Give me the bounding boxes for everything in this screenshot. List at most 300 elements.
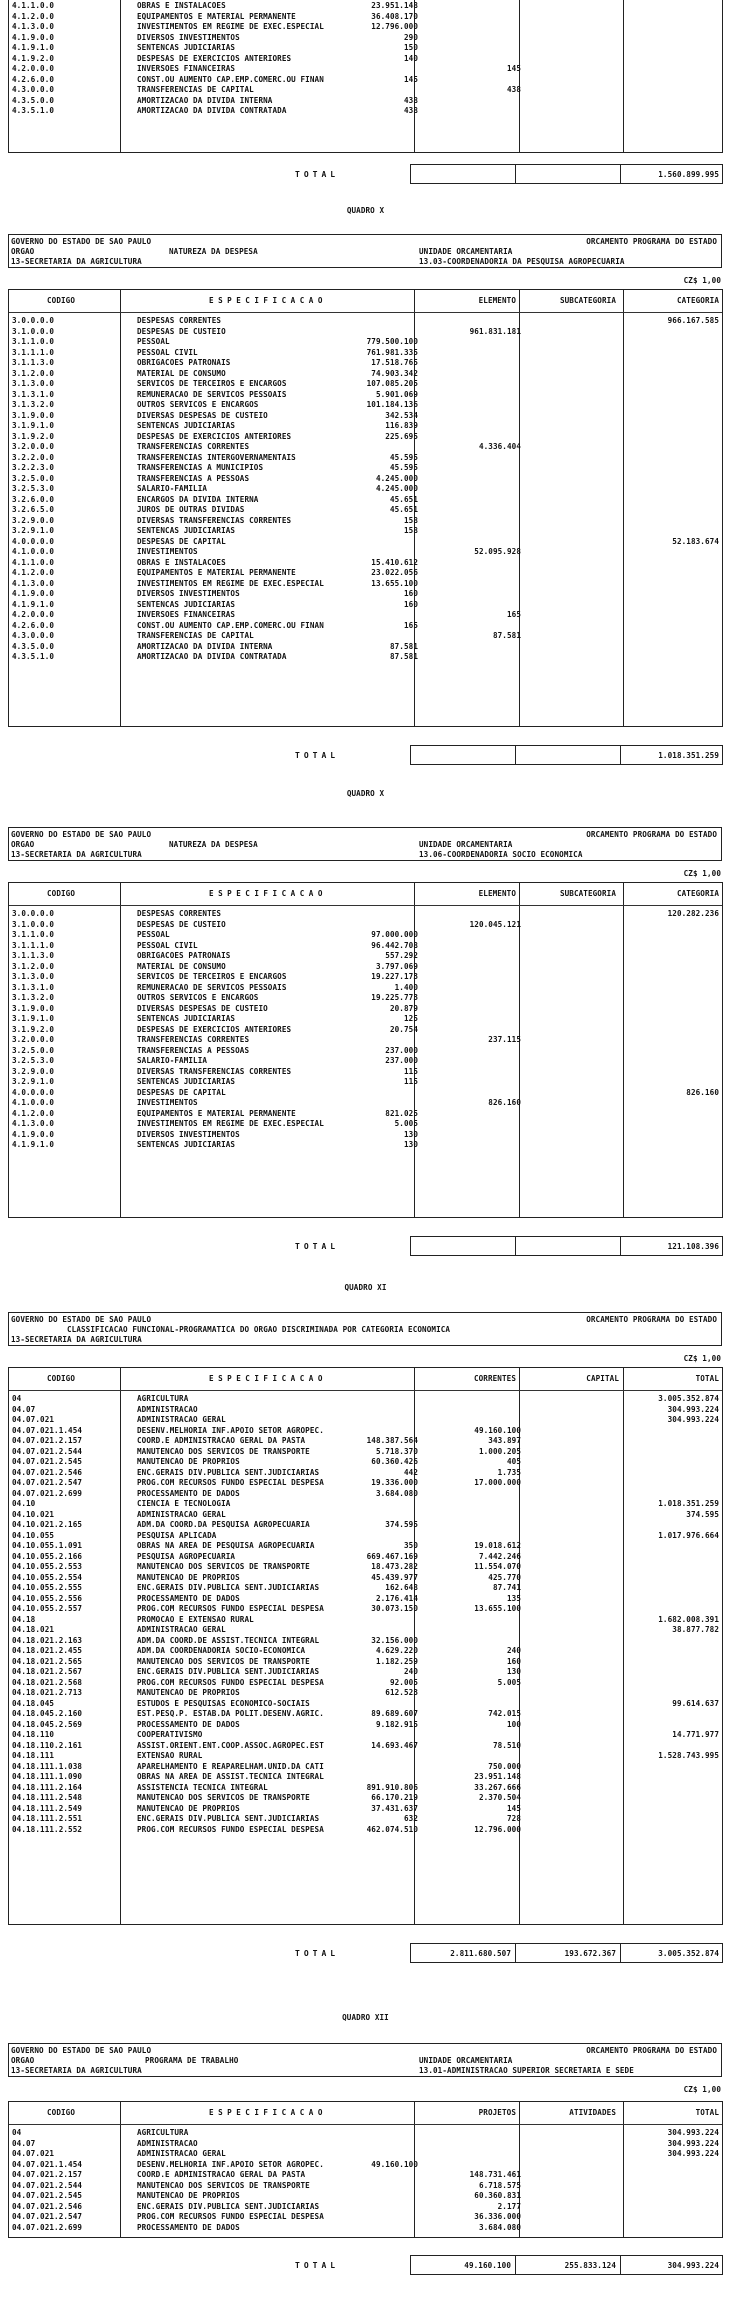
cell-col2: 100 <box>506 1719 521 1729</box>
table-row <box>9 1426 722 1437</box>
column-header-row <box>9 1368 722 1391</box>
table-row <box>9 652 722 663</box>
cell-col1: 130 <box>403 1140 418 1149</box>
cell-col1: 1.182.259 <box>375 1656 418 1666</box>
table-row <box>9 1825 722 1836</box>
orcamento-label: ORCAMENTO PROGRAMA DO ESTADO <box>586 2046 717 2055</box>
cell-codigo: 3.1.2.0.0 <box>12 961 55 971</box>
cell-especificacao: DIVERSOS INVESTIMENTOS <box>137 589 240 598</box>
cell-especificacao: ADMINISTRACAO GERAL <box>137 2149 226 2158</box>
cell-col1: 20.879 <box>389 1003 418 1013</box>
cell-codigo: 3.2.6.0.0 <box>12 494 55 504</box>
total-correntes: 2.811.680.507 <box>450 1949 511 1958</box>
cell-codigo: 04.07.021.2.547 <box>12 2212 83 2221</box>
cell-especificacao: COORD.E ADMINISTRACAO GERAL DA PASTA <box>137 1436 306 1445</box>
cell-especificacao: CONST.OU AUMENTO CAP.EMP.COMERC.OU FINAN <box>137 620 324 630</box>
unidade-label: UNIDADE ORCAMENTARIA <box>419 840 513 849</box>
cell-col2: 145 <box>506 64 521 73</box>
cell-col1: 779.500.100 <box>366 337 418 346</box>
total-label: TOTAL <box>295 1949 340 1958</box>
cell-col2: 1.000.205 <box>478 1446 521 1456</box>
cell-especificacao: OUTROS SERVICOS E ENCARGOS <box>137 400 259 409</box>
cell-codigo: 4.0.0.0.0 <box>12 1087 55 1097</box>
cell-especificacao: MANUTENCAO DOS SERVICOS DE TRANSPORTE <box>137 1656 310 1666</box>
cell-col1: 130 <box>403 1129 418 1139</box>
cell-col1: 612.523 <box>385 1688 418 1697</box>
cell-codigo: 4.1.9.1.0 <box>12 599 55 609</box>
cell-col3: 304.993.224 <box>667 2149 719 2158</box>
table-row <box>9 1657 722 1668</box>
total-label: TOTAL <box>295 751 340 760</box>
col-header-categoria: CATEGORIA <box>676 889 719 898</box>
total-label: TOTAL <box>295 170 340 179</box>
cell-codigo: 04.07.021.2.157 <box>12 2170 83 2179</box>
cell-especificacao: MANUTENCAO DOS SERVICOS DE TRANSPORTE <box>137 1562 310 1571</box>
unidade-value: 13.06-COORDENADORIA SOCIO ECONOMICA <box>419 850 583 859</box>
cell-especificacao: TRANSFERENCIAS A PESSOAS <box>137 1045 250 1055</box>
table-row <box>9 1615 722 1626</box>
cell-codigo: 04.18.021.2.163 <box>12 1635 83 1645</box>
cell-codigo: 3.0.0.0.0 <box>12 909 55 918</box>
table-row <box>9 1762 722 1773</box>
cell-col2: 4.336.404 <box>478 442 521 451</box>
cell-especificacao: MANUTENCAO DOS SERVICOS DE TRANSPORTE <box>137 1793 310 1802</box>
cell-codigo: 04.10.055 <box>12 1530 55 1540</box>
cell-especificacao: AMORTIZACAO DA DIVIDA INTERNA <box>137 641 273 651</box>
cell-codigo: 4.3.5.1.0 <box>12 106 55 115</box>
cell-col3: 1.018.351.259 <box>658 1499 719 1508</box>
cell-codigo: 04.18.111.1.038 <box>12 1761 83 1771</box>
quadro-title: QUADRO X <box>346 206 385 215</box>
cell-especificacao: AGRICULTURA <box>137 2128 189 2137</box>
quadro-x-a-table <box>8 289 723 727</box>
col-header-codigo: CODIGO <box>47 889 76 898</box>
cell-col1: 49.160.100 <box>371 2159 418 2169</box>
total-divider <box>515 2256 516 2274</box>
cell-col1: 160 <box>403 599 418 609</box>
table-row <box>9 54 722 65</box>
table-row <box>9 1594 722 1605</box>
cell-especificacao: TRANSFERENCIAS DE CAPITAL <box>137 85 254 94</box>
cell-col2: 13.655.100 <box>474 1604 521 1613</box>
table-row <box>9 2181 722 2192</box>
cell-codigo: 3.2.9.0.0 <box>12 515 55 525</box>
cell-especificacao: DESPESAS DE CAPITAL <box>137 536 226 546</box>
quadro-title: QUADRO X <box>346 789 385 798</box>
cell-codigo: 04.07.021.2.157 <box>12 1436 83 1445</box>
cell-especificacao: DESPESAS DE EXERCICIOS ANTERIORES <box>137 53 292 63</box>
cell-codigo: 04.10.021 <box>12 1509 55 1519</box>
cell-codigo: 4.1.9.0.0 <box>12 32 55 42</box>
cell-codigo: 3.2.9.0.0 <box>12 1066 55 1076</box>
cell-especificacao: AMORTIZACAO DA DIVIDA CONTRATADA <box>137 652 287 661</box>
table-row <box>9 2212 722 2223</box>
cell-col1: 158 <box>403 526 418 535</box>
cell-col1: 12.796.000 <box>371 22 418 31</box>
table-row <box>9 610 722 621</box>
report-header <box>8 2043 722 2077</box>
cell-especificacao: MANUTENCAO DE PROPRIOS <box>137 1803 240 1813</box>
natureza-label: NATUREZA DA DESPESA <box>169 247 258 256</box>
table-row <box>9 516 722 527</box>
cell-especificacao: COOPERATIVISMO <box>137 1730 203 1739</box>
cell-col1: 107.085.205 <box>366 379 418 388</box>
cell-especificacao: OBRAS E INSTALACOES <box>137 557 226 567</box>
total-divider <box>620 165 621 183</box>
cell-col1: 3.684.080 <box>375 1488 418 1498</box>
table-row <box>9 962 722 973</box>
col-header-total: TOTAL <box>695 1374 719 1383</box>
cell-especificacao: AGRICULTURA <box>137 1394 189 1403</box>
col-header-especificacao: ESPECIFICACAO <box>209 1374 327 1383</box>
cell-col1: 89.689.607 <box>371 1709 418 1718</box>
cell-codigo: 4.3.5.0.0 <box>12 641 55 651</box>
cell-col1: 148.387.564 <box>366 1436 418 1445</box>
cell-codigo: 04.07.021.2.544 <box>12 2180 83 2190</box>
cell-especificacao: PROMOCAO E EXTENSAO RURAL <box>137 1614 254 1624</box>
cell-codigo: 04.10.055.2.554 <box>12 1572 83 1582</box>
cell-col3: 304.993.224 <box>667 1415 719 1424</box>
cell-codigo: 3.1.3.1.0 <box>12 389 55 399</box>
cell-col1: 19.225.773 <box>371 993 418 1002</box>
table-row <box>9 1510 722 1521</box>
cell-col2: 7.442.246 <box>478 1551 521 1561</box>
report-header <box>8 234 722 268</box>
total-divider <box>620 746 621 764</box>
table-row <box>9 1804 722 1815</box>
cell-col3: 1.528.743.995 <box>658 1751 719 1760</box>
cell-col1: 669.467.169 <box>366 1551 418 1561</box>
cell-col1: 92.005 <box>389 1677 418 1687</box>
cell-col1: 158 <box>403 515 418 525</box>
cell-col2: 5.005 <box>497 1677 521 1687</box>
cell-col1: 442 <box>403 1467 418 1477</box>
cell-codigo: 3.1.1.1.0 <box>12 940 55 950</box>
programa-label: PROGRAMA DE TRABALHO <box>145 2056 239 2065</box>
cell-especificacao: DESPESAS DE EXERCICIOS ANTERIORES <box>137 1024 292 1034</box>
cell-codigo: 4.1.0.0.0 <box>12 547 55 556</box>
cell-especificacao: SENTENCAS JUDICIARIAS <box>137 1140 236 1149</box>
cell-col3: 304.993.224 <box>667 1404 719 1414</box>
table-row <box>9 1699 722 1710</box>
column-header-row <box>9 2102 722 2125</box>
table-row <box>9 337 722 348</box>
cell-col2: 237.115 <box>488 1035 521 1044</box>
cell-especificacao: MATERIAL DE CONSUMO <box>137 368 226 378</box>
orcamento-label: ORCAMENTO PROGRAMA DO ESTADO <box>586 237 717 246</box>
cell-especificacao: PESQUISA AGROPECUARIA <box>137 1551 236 1561</box>
cell-col1: 342.534 <box>385 410 418 420</box>
cell-especificacao: DIVERSAS TRANSFERENCIAS CORRENTES <box>137 515 292 525</box>
cell-col1: 97.000.000 <box>371 930 418 939</box>
table-row <box>9 2223 722 2234</box>
cell-codigo: 04.18.021.2.455 <box>12 1646 83 1655</box>
cell-col1: 374.595 <box>385 1520 418 1529</box>
table-row <box>9 1046 722 1057</box>
cell-codigo: 3.2.5.0.0 <box>12 473 55 483</box>
cell-col1: 557.292 <box>385 951 418 960</box>
table-row <box>9 75 722 86</box>
cell-especificacao: TRANSFERENCIAS INTERGOVERNAMENTAIS <box>137 452 296 462</box>
cell-col2: 36.336.000 <box>474 2212 521 2221</box>
total-atividades: 255.833.124 <box>564 2261 616 2270</box>
top-fragment-table <box>8 0 723 153</box>
cell-especificacao: PROCESSAMENTO DE DADOS <box>137 1719 240 1729</box>
cell-col1: 9.182.915 <box>375 1719 418 1729</box>
col-header-elemento: ELEMENTO <box>478 889 516 898</box>
table-row <box>9 2191 722 2202</box>
cell-col1: 45.595 <box>389 452 418 462</box>
natureza-label: NATUREZA DA DESPESA <box>169 840 258 849</box>
table-row <box>9 1625 722 1636</box>
cell-especificacao: ENC.GERAIS DIV.PUBLICA SENT.JUDICIARIAS <box>137 1667 320 1676</box>
total-projetos: 49.160.100 <box>464 2261 511 2270</box>
cell-especificacao: PESSOAL CIVIL <box>137 940 198 950</box>
report-header <box>8 1312 722 1346</box>
cell-col3: 966.167.585 <box>667 316 719 325</box>
table-row <box>9 1025 722 1036</box>
cell-col1: 125 <box>403 1014 418 1023</box>
cell-especificacao: DESENV.MELHORIA INF.APOIO SETOR AGROPEC. <box>137 2159 324 2169</box>
cell-col2: 87.741 <box>492 1583 521 1592</box>
table-row <box>9 589 722 600</box>
unidade-value: 13.01-ADMINISTRACAO SUPERIOR SECRETARIA E SEDE <box>419 2066 634 2075</box>
cell-col1: 350 <box>403 1541 418 1550</box>
cell-col1: 3.797.069 <box>375 961 418 971</box>
cell-codigo: 3.1.3.0.0 <box>12 972 55 981</box>
cell-codigo: 3.2.0.0.0 <box>12 442 55 451</box>
table-row <box>9 1583 722 1594</box>
table-row <box>9 2139 722 2150</box>
table-row <box>9 1541 722 1552</box>
col-header-subcategoria: SUBCATEGORIA <box>559 296 616 305</box>
table-row <box>9 411 722 422</box>
total-value: 3.005.352.874 <box>658 1949 719 1958</box>
table-row <box>9 1035 722 1046</box>
cell-codigo: 04.07.021.2.546 <box>12 1467 83 1477</box>
cell-codigo: 3.2.6.5.0 <box>12 505 55 514</box>
cell-codigo: 04.07.021.1.454 <box>12 1425 83 1435</box>
cell-col2: 135 <box>506 1593 521 1603</box>
table-row <box>9 505 722 516</box>
table-body <box>9 2125 722 2237</box>
cell-especificacao: OBRAS NA AREA DE PESQUISA AGROPECUARIA <box>137 1541 315 1550</box>
table-row <box>9 1056 722 1067</box>
cell-codigo: 04.07.021.2.699 <box>12 2222 83 2232</box>
cell-especificacao: DESPESAS DE CAPITAL <box>137 1087 226 1097</box>
cell-codigo: 4.1.2.0.0 <box>12 568 55 577</box>
cell-especificacao: ADMINISTRACAO GERAL <box>137 1625 226 1634</box>
total-value: 121.108.396 <box>667 1242 719 1251</box>
cell-especificacao: PROG.COM RECURSOS FUNDO ESPECIAL DESPESA <box>137 1478 324 1487</box>
table-row <box>9 1730 722 1741</box>
orcamento-label: ORCAMENTO PROGRAMA DO ESTADO <box>586 830 717 839</box>
cell-especificacao: OBRIGACOES PATRONAIS <box>137 951 231 960</box>
cell-col1: 150 <box>403 43 418 52</box>
table-row <box>9 1562 722 1573</box>
table-row <box>9 1447 722 1458</box>
cell-col3: 14.771.977 <box>672 1730 719 1739</box>
cell-col1: 45.651 <box>389 494 418 504</box>
cell-col1: 87.581 <box>389 641 418 651</box>
table-row <box>9 1814 722 1825</box>
cell-codigo: 4.3.5.1.0 <box>12 652 55 661</box>
cell-especificacao: PESSOAL <box>137 337 170 346</box>
orgao-value: 13-SECRETARIA DA AGRICULTURA <box>11 257 142 266</box>
cell-codigo: 04.18.045.2.160 <box>12 1709 83 1718</box>
cell-codigo: 04.07 <box>12 1404 36 1414</box>
cell-especificacao: ENC.GERAIS DIV.PUBLICA SENT.JUDICIARIAS <box>137 1583 320 1592</box>
table-row <box>9 484 722 495</box>
orgao-value: 13-SECRETARIA DA AGRICULTURA <box>11 1335 142 1344</box>
table-row <box>9 621 722 632</box>
cell-codigo: 04.18.045.2.569 <box>12 1719 83 1729</box>
cell-especificacao: MATERIAL DE CONSUMO <box>137 961 226 971</box>
cell-codigo: 04 <box>12 2128 22 2137</box>
cell-codigo: 04.07.021.1.454 <box>12 2159 83 2169</box>
cell-codigo: 04.07.021 <box>12 1415 55 1424</box>
table-row <box>9 972 722 983</box>
cell-codigo: 04.07 <box>12 2138 36 2148</box>
col-header-codigo: CODIGO <box>47 2108 76 2117</box>
cell-codigo: 3.2.2.0.0 <box>12 452 55 462</box>
table-row <box>9 1793 722 1804</box>
cell-col1: 19.336.000 <box>371 1478 418 1487</box>
cell-codigo: 4.3.5.0.0 <box>12 95 55 105</box>
col-header-especificacao: ESPECIFICACAO <box>209 296 327 305</box>
table-row <box>9 1468 722 1479</box>
cell-codigo: 3.1.9.0.0 <box>12 1003 55 1013</box>
col-header-especificacao: ESPECIFICACAO <box>209 889 327 898</box>
table-row <box>9 1109 722 1120</box>
cell-col1: 14.693.467 <box>371 1740 418 1750</box>
table-row <box>9 1088 722 1099</box>
cell-especificacao: INVERSOES FINANCEIRAS <box>137 610 236 619</box>
cell-col2: 49.160.100 <box>474 1425 521 1435</box>
table-row <box>9 327 722 338</box>
table-row <box>9 579 722 590</box>
table-row <box>9 920 722 931</box>
cell-codigo: 4.1.9.1.0 <box>12 1140 55 1149</box>
cell-codigo: 3.1.0.0.0 <box>12 919 55 929</box>
table-row <box>9 1636 722 1647</box>
table-row <box>9 600 722 611</box>
cell-col2: 52.095.928 <box>474 547 521 556</box>
cell-codigo: 04.18.021 <box>12 1625 55 1634</box>
table-row <box>9 1457 722 1468</box>
cell-col2: 728 <box>506 1814 521 1823</box>
cell-especificacao: DIVERSOS INVESTIMENTOS <box>137 32 240 42</box>
table-row <box>9 390 722 401</box>
cell-col1: 60.360.426 <box>371 1457 418 1466</box>
quadro-x-b-table <box>8 882 723 1218</box>
cell-codigo: 3.2.5.0.0 <box>12 1045 55 1055</box>
cell-col1: 115 <box>403 1077 418 1086</box>
cell-col1: 761.981.335 <box>366 347 418 357</box>
orcamento-label: ORCAMENTO PROGRAMA DO ESTADO <box>586 1315 717 1324</box>
total-capital: 193.672.367 <box>564 1949 616 1958</box>
table-row <box>9 1531 722 1542</box>
cell-col1: 4.245.000 <box>375 473 418 483</box>
cell-codigo: 04.18.111.2.164 <box>12 1782 83 1792</box>
table-row <box>9 1014 722 1025</box>
cell-codigo: 3.1.3.2.0 <box>12 993 55 1002</box>
table-row <box>9 1436 722 1447</box>
cell-col2: 2.177 <box>497 2201 521 2211</box>
table-row <box>9 1741 722 1752</box>
cell-codigo: 4.1.3.0.0 <box>12 1119 55 1128</box>
table-row <box>9 1646 722 1657</box>
col-header-codigo: CODIGO <box>47 296 76 305</box>
classificacao-label: CLASSIFICACAO FUNCIONAL-PROGRAMATICA DO ORGAO DISCRIMINADA POR CATEGORIA ECONOMICA <box>67 1325 451 1334</box>
cell-codigo: 04.18.111.2.551 <box>12 1814 83 1823</box>
table-row <box>9 1478 722 1489</box>
table-row <box>9 1067 722 1078</box>
cell-col1: 5.005 <box>394 1119 418 1128</box>
currency-unit: CZ$ 1,00 <box>683 276 721 285</box>
cell-codigo: 04.10.021.2.165 <box>12 1520 83 1529</box>
table-row <box>9 1140 722 1151</box>
cell-col1: 20.754 <box>389 1024 418 1034</box>
cell-especificacao: AMORTIZACAO DA DIVIDA INTERNA <box>137 95 273 105</box>
table-row <box>9 1 722 12</box>
cell-especificacao: EST.PESQ.P. ESTAB.DA POLIT.DESENV.AGRIC. <box>137 1709 324 1718</box>
cell-codigo: 04.10.055.2.555 <box>12 1583 83 1592</box>
cell-codigo: 04.10.055.2.556 <box>12 1593 83 1603</box>
cell-col1: 30.073.150 <box>371 1604 418 1613</box>
cell-codigo: 3.1.3.1.0 <box>12 982 55 992</box>
quadro-xii-table <box>8 2101 723 2238</box>
gov-label: GOVERNO DO ESTADO DE SAO PAULO <box>11 2046 152 2055</box>
table-row <box>9 379 722 390</box>
cell-codigo: 04.07.021.2.699 <box>12 1488 83 1498</box>
cell-especificacao: ENC.GERAIS DIV.PUBLICA SENT.JUDICIARIAS <box>137 1814 320 1823</box>
total-value: 1.560.899.995 <box>658 170 719 179</box>
cell-especificacao: COORD.E ADMINISTRACAO GERAL DA PASTA <box>137 2170 306 2179</box>
table-row <box>9 1709 722 1720</box>
cell-codigo: 04.18.021.2.567 <box>12 1667 83 1676</box>
cell-col2: 17.000.000 <box>474 1478 521 1487</box>
cell-col2: 78.510 <box>492 1740 521 1750</box>
cell-codigo: 04.07.021 <box>12 2149 55 2158</box>
orgao-value: 13-SECRETARIA DA AGRICULTURA <box>11 2066 142 2075</box>
cell-col1: 2.176.414 <box>375 1593 418 1603</box>
cell-codigo: 04.18.111.2.552 <box>12 1824 83 1834</box>
table-row <box>9 930 722 941</box>
cell-especificacao: APARELHAMENTO E REAPARELHAM.UNID.DA CATI <box>137 1761 324 1771</box>
cell-especificacao: DESENV.MELHORIA INF.APOIO SETOR AGROPEC. <box>137 1425 324 1435</box>
table-row <box>9 1415 722 1426</box>
table-row <box>9 631 722 642</box>
cell-col2: 2.370.504 <box>478 1793 521 1802</box>
cell-especificacao: DIVERSAS DESPESAS DE CUSTEIO <box>137 410 268 420</box>
cell-codigo: 04.10.055.1.091 <box>12 1541 83 1550</box>
cell-codigo: 04.18.110.2.161 <box>12 1740 83 1750</box>
cell-codigo: 4.2.6.0.0 <box>12 620 55 630</box>
table-row <box>9 1772 722 1783</box>
table-row <box>9 1678 722 1689</box>
col-header-elemento: ELEMENTO <box>478 296 516 305</box>
cell-especificacao: INVESTIMENTOS EM REGIME DE EXEC.ESPECIAL <box>137 1119 324 1128</box>
cell-especificacao: SALARIO-FAMILIA <box>137 1056 208 1065</box>
cell-especificacao: OBRAS NA AREA DE ASSIST.TECNICA INTEGRAL <box>137 1772 324 1781</box>
cell-col1: 162.648 <box>385 1583 418 1592</box>
table-row <box>9 316 722 327</box>
cell-codigo: 4.1.1.0.0 <box>12 1 55 10</box>
cell-col1: 632 <box>403 1814 418 1823</box>
cell-col2: 438 <box>506 85 521 94</box>
table-row <box>9 568 722 579</box>
